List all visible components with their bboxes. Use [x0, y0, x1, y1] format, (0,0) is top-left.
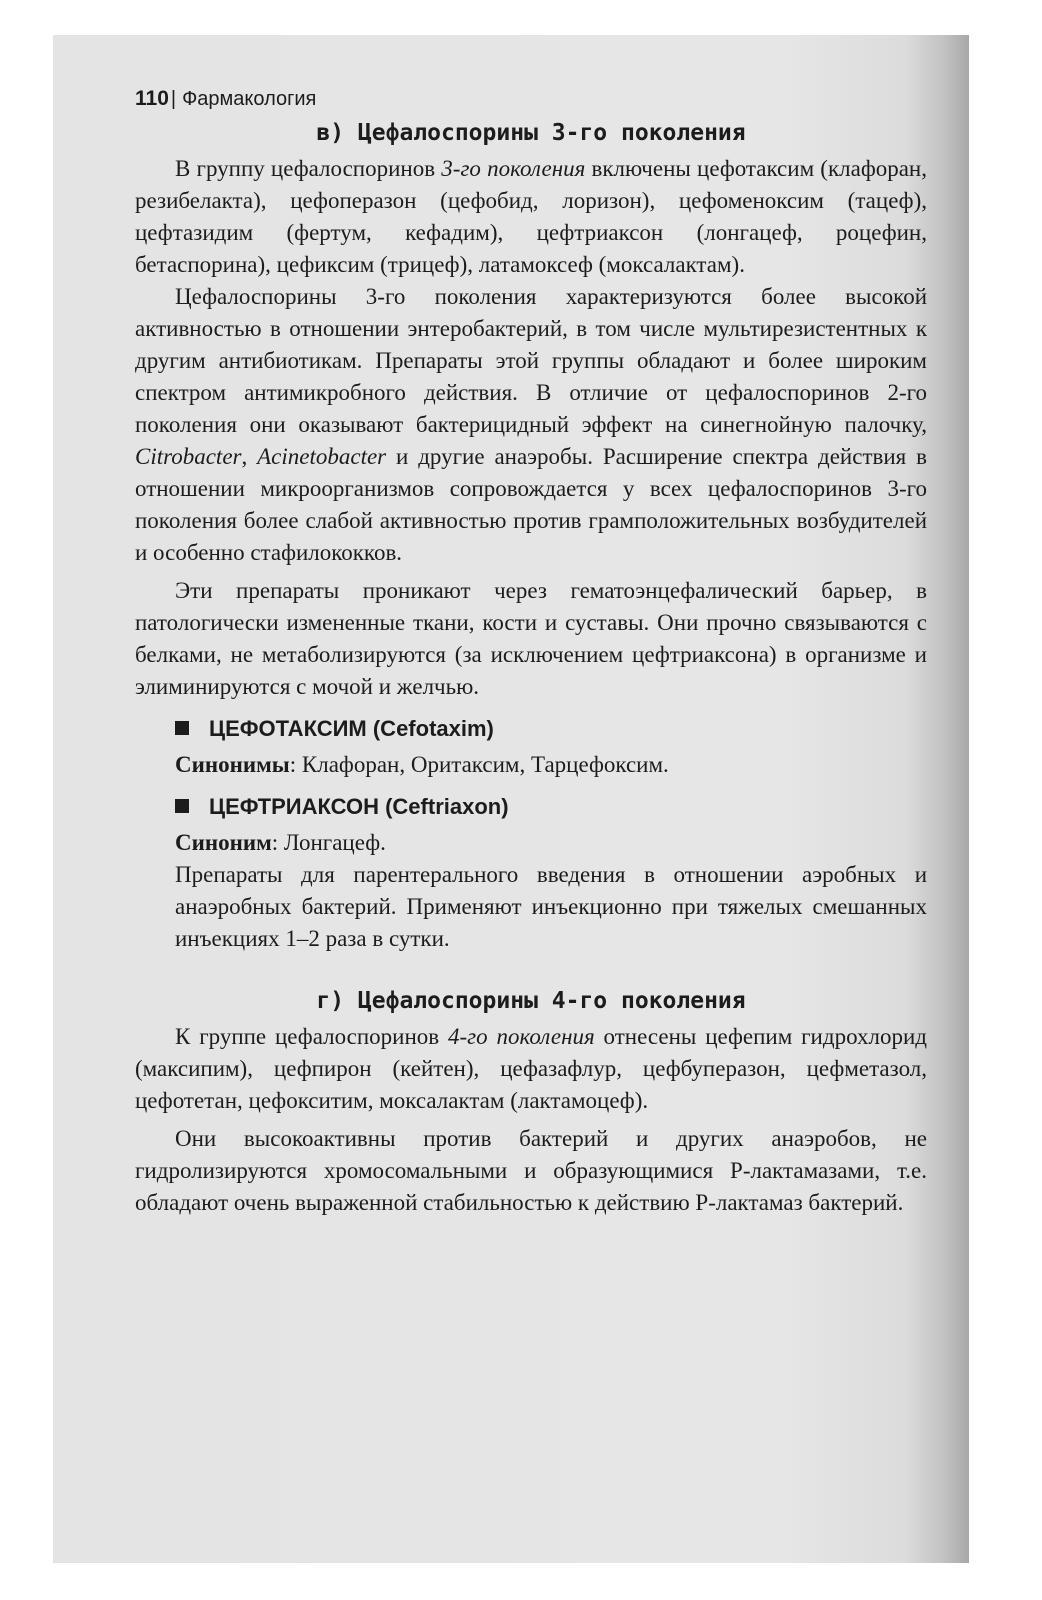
paragraph-4th-gen-list: К группе цефалоспоринов 4-го поколения отнесены цефепим гидрохлорид (максипим), цефпирон (кейтен), цефазафлур, цефбуперазон, цефметазол, цефотетан, цефокситим, моксалактам (лактамоцеф).: [135, 1024, 927, 1113]
drug-synonyms-ceftriaxon: Синоним: Лонгацеф.: [175, 830, 386, 855]
paragraph-3rd-gen-pharmacokinetics: Эти препараты проникают через гематоэнцефалический барьер, в патологически измененные ткани, кости и суставы. Они прочно связываются с белками, не метаболизируются (за исключением цефтриаксона) в организме и элиминируются с мочой и желчью.: [135, 578, 927, 699]
running-header: [135, 85, 927, 113]
paragraph-3rd-gen-activity: Цефалоспорины 3-го поколения характеризуются более высокой активностью в отношении энтеробактерий, в том числе мультирезистентных к другим антибиотикам. Препараты этой группы обладают и более широким спектром антимикробного действия. В отличие от цефалоспоринов 2-го поколения они оказывают бактерицидный эффект на синегнойную палочку, Citrobacter, Acinetobacter и другие анаэробы. Расширение спектра действия в отношении микроорганизмов сопровождается у всех цефалоспоринов 3-го поколения более слабой активностью против грамположительных возбудителей и особенно стафилококков.: [135, 284, 927, 565]
bullet-square-icon: [175, 721, 189, 735]
section-heading-3rd-gen: в) Цефалоспорины 3-го поколения: [316, 120, 746, 146]
header-title: Фармакология: [182, 88, 317, 110]
paragraph-4th-gen-activity: Они высокоактивны против бактерий и других анаэробов, не гидролизируются хромосомальными и образующимися Р-лактамазами, т.е. обладают очень выраженной стабильностью к действию Р-лактамаз бактерий.: [135, 1126, 927, 1215]
header-separator: |: [170, 88, 177, 110]
scanned-page: [53, 35, 969, 1563]
page-number: 110: [135, 87, 169, 110]
drug-synonyms-cefotaxim: Синонимы: Клафоран, Оритаксим, Тарцефоксим.: [175, 752, 669, 777]
bullet-square-icon: [175, 799, 189, 813]
page-content: [135, 85, 927, 1219]
paragraph-3rd-gen-list: В группу цефалоспоринов 3-го поколения включены цефотаксим (клафоран, резибелакта), цефоперазон (цефобид, лоризон), цефоменоксим (тацеф), цефтазидим (фертум, кефадим), цефтриаксон (лонгацеф, роцефин, бетаспорина), цефиксим (трицеф), латамоксеф (моксалактам).: [135, 156, 927, 277]
drug-description-ceftriaxon: Препараты для парентерального введения в отношении аэробных и анаэробных бактерий. Применяют инъекционно при тяжелых смешанных инъекциях 1–2 раза в сутки.: [175, 862, 927, 951]
section-heading-4th-gen: г) Цефалоспорины 4-го поколения: [316, 988, 746, 1014]
drug-heading-cefotaxim: ЦЕФОТАКСИМ (Cefotaxim): [175, 713, 927, 745]
drug-heading-ceftriaxon: ЦЕФТРИАКСОН (Ceftriaxon): [175, 791, 927, 823]
